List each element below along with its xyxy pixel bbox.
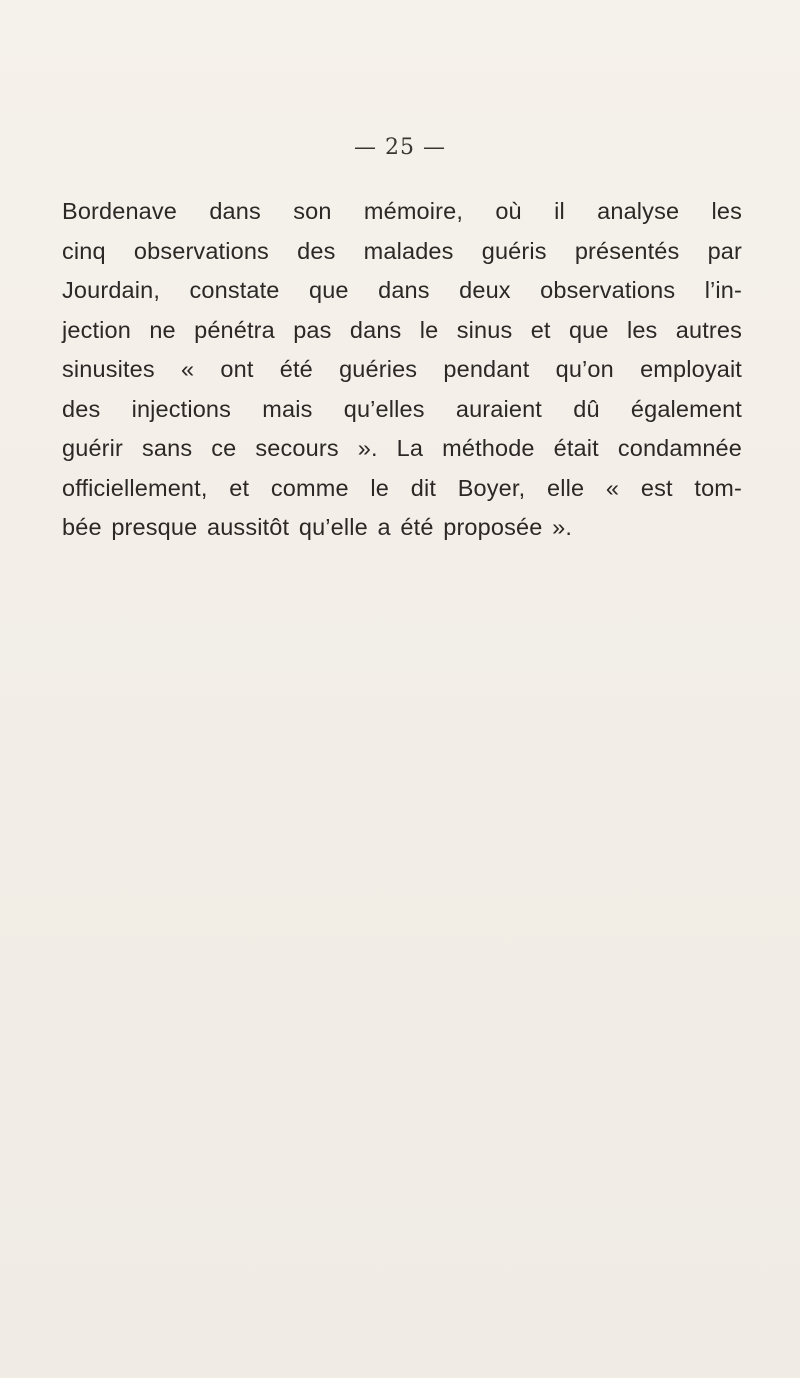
text-line: officiellement, et comme le dit Boyer, elle « est tom- (62, 474, 742, 501)
text-line: des injections mais qu’elles auraient dû également (62, 395, 742, 422)
body-paragraph (62, 192, 742, 548)
text-line: bée presque aussitôt qu’elle a été proposée ». (62, 514, 572, 540)
text-line: sinusites « ont été guéries pendant qu’on employait (62, 356, 742, 382)
page-number: — 25 — (354, 135, 446, 160)
text-line: jection ne pénétra pas dans le sinus et que les autres (62, 316, 742, 343)
text-line: Bordenave dans son mémoire, où il analyse les (62, 198, 742, 224)
text-line: Jourdain, constate que dans deux observations l’in- (62, 277, 742, 303)
text-line: guérir sans ce secours ». La méthode était condamnée (62, 435, 742, 461)
text-line: cinq observations des malades guéris présentés par (62, 237, 742, 264)
